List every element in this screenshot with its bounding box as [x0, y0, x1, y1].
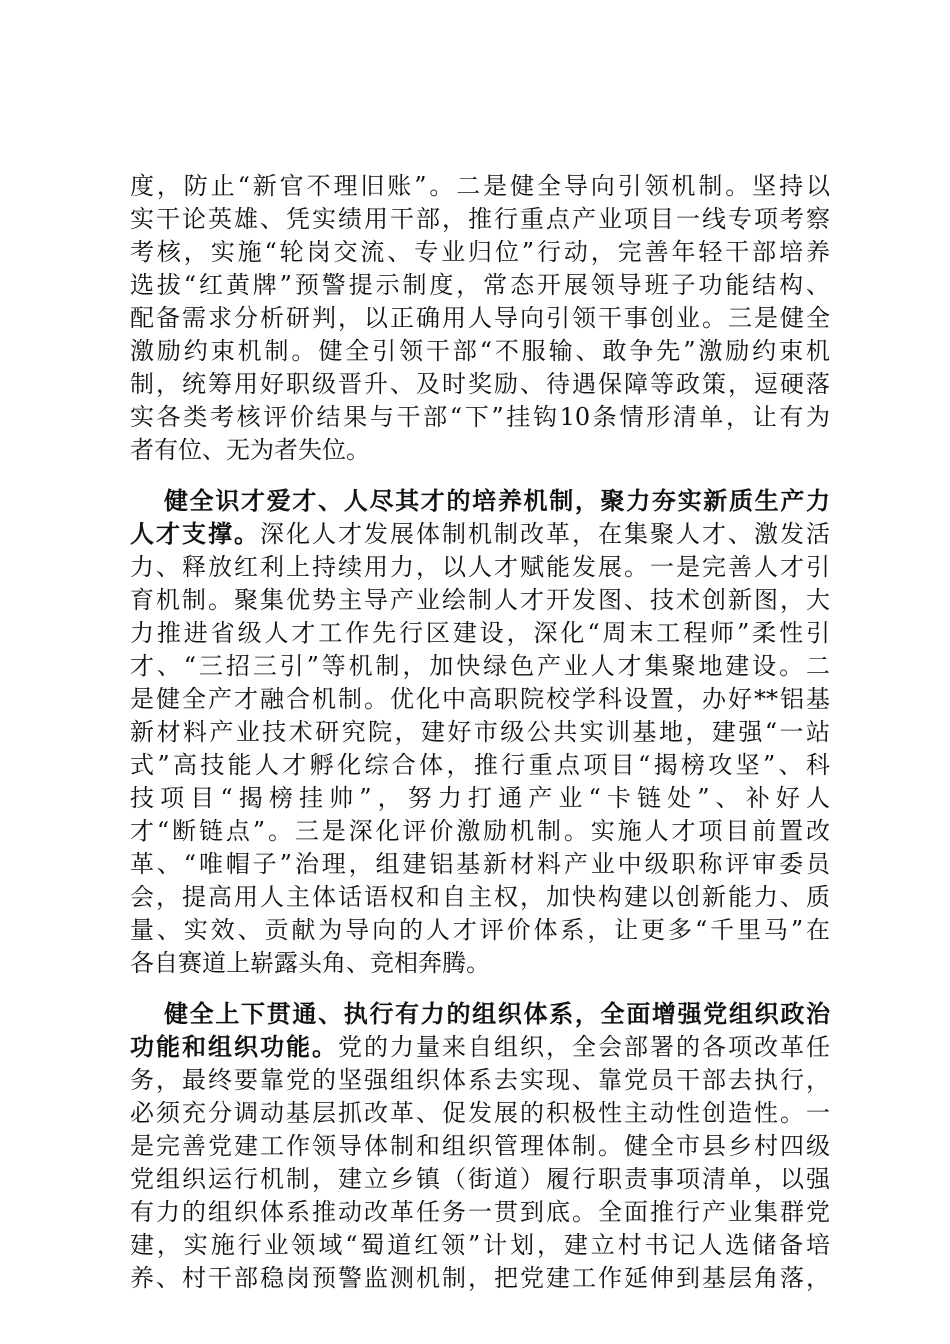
text-line: 实干论英雄、凭实绩用干部，推行重点产业项目一线专项考察	[130, 205, 830, 233]
text-line: 必须充分调动基层抓改革、促发展的积极性主动性创造性。一	[130, 1099, 830, 1127]
text-line: 育机制。聚集优势主导产业绘制人才开发图、技术创新图，大	[130, 586, 830, 614]
text-span: 党的力量来自组织，全会部署的各项改革任	[338, 1033, 830, 1061]
text-line: 有力的组织体系推动改革任务一贯到底。全面推行产业集群党	[130, 1198, 830, 1226]
text-line: 建，实施行业领域“蜀道红领”计划，建立村书记人选储备培	[130, 1231, 830, 1259]
text-line: 是完善党建工作领导体制和组织管理体制。健全市县乡村四级	[130, 1132, 830, 1160]
text-line: 党组织运行机制，建立乡镇（街道）履行职责事项清单，以强	[130, 1165, 830, 1193]
text-line: 才、“三招三引”等机制，加快绿色产业人才集聚地建设。二	[130, 652, 830, 680]
text-line: 配备需求分析研判，以正确用人导向引领干事创业。三是健全	[130, 304, 830, 332]
text-line: 激励约束机制。健全引领干部“不服输、敢争先”激励约束机	[130, 337, 830, 365]
text-line: 养、村干部稳岗预警监测机制，把党建工作延伸到基层角落，	[130, 1264, 830, 1292]
text-line: 选拔“红黄牌”预警提示制度，常态开展领导班子功能结构、	[130, 271, 830, 299]
text-line	[130, 516, 830, 552]
text-line: 者有位、无为者失位。	[130, 436, 370, 464]
text-line: 量、实效、贡献为导向的人才评价体系，让更多“千里马”在	[130, 916, 830, 944]
text-span: 深化人才发展体制机制改革，在集聚人才、激发活	[260, 520, 830, 548]
paragraph-heading: 健全识才爱才、人尽其才的培养机制，聚力夯实新质生产力	[164, 486, 830, 515]
text-line: 务，最终要靠党的坚强组织体系去实现、靠党员干部去执行，	[130, 1066, 830, 1094]
paragraph-heading-end: 人才支撑。	[130, 519, 260, 548]
text-line: 式”高技能人才孵化综合体，推行重点项目“揭榜攻坚”、科	[130, 751, 830, 779]
text-line: 制，统筹用好职级晋升、及时奖励、待遇保障等政策，逗硬落	[130, 370, 830, 398]
text-line: 度，防止“新官不理旧账”。二是健全导向引领机制。坚持以	[130, 172, 830, 200]
text-line: 力推进省级人才工作先行区建设，深化“周末工程师”柔性引	[130, 619, 830, 647]
text-line: 考核，实施“轮岗交流、专业归位”行动，完善年轻干部培养	[130, 238, 830, 266]
text-line: 力、释放红利上持续用力，以人才赋能发展。一是完善人才引	[130, 553, 830, 581]
text-line	[130, 1029, 830, 1065]
text-line: 实各类考核评价结果与干部“下”挂钩10条情形清单，让有为	[130, 403, 830, 431]
text-line: 会，提高用人主体话语权和自主权，加快构建以创新能力、质	[130, 883, 830, 911]
text-line: 技项目“揭榜挂帅”，努力打通产业“卡链处”、补好人	[130, 784, 830, 812]
text-line: 革、“唯帽子”治理，组建铝基新材料产业中级职称评审委员	[130, 850, 830, 878]
paragraph-heading-end: 功能和组织功能。	[130, 1032, 338, 1061]
text-line: 各自赛道上崭露头角、竞相奔腾。	[130, 949, 490, 977]
paragraph-heading: 健全上下贯通、执行有力的组织体系，全面增强党组织政治	[164, 999, 830, 1028]
text-line: 才“断链点”。三是深化评价激励机制。实施人才项目前置改	[130, 817, 830, 845]
text-line: 新材料产业技术研究院，建好市级公共实训基地，建强“一站	[130, 718, 830, 746]
text-line: 是健全产才融合机制。优化中高职院校学科设置，办好**铝基	[130, 685, 830, 713]
